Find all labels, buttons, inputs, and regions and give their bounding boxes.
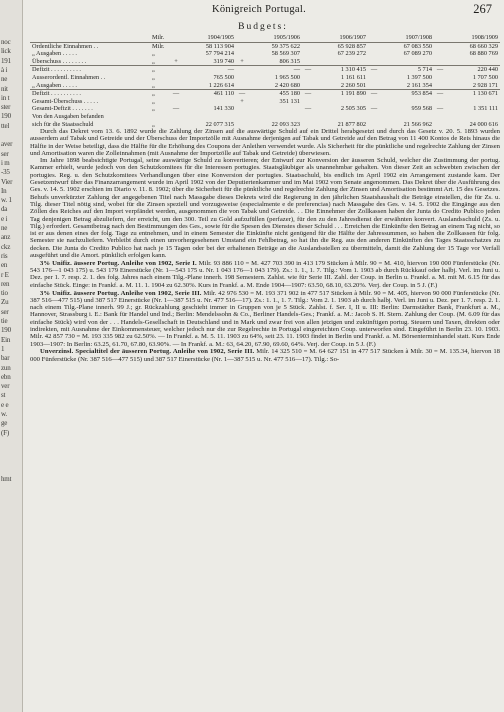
budget-row: [30, 98, 500, 106]
gutter-fragment: st: [1, 391, 6, 400]
budget-row-label: „ Ausgaben . . . . .: [30, 82, 150, 90]
gutter-fragment: en: [1, 261, 8, 270]
budget-cell-value: 455 180: [279, 90, 300, 98]
budget-cell-value: [446, 98, 500, 106]
gutter-fragment: ne: [1, 224, 8, 232]
budget-cell-sign: —: [370, 66, 378, 74]
gutter-fragment: lick: [1, 47, 11, 56]
budget-cell-value: [182, 98, 236, 106]
previous-page-gutter: [0, 0, 23, 712]
budget-cell-value: 58 113 904: [205, 42, 234, 50]
budget-cell-sign: +: [236, 58, 248, 66]
budget-cell-sign: [236, 82, 248, 90]
budget-row-label: Ausserordentl. Einnahmen . .: [32, 73, 106, 81]
gutter-fragment: e i: [1, 214, 8, 223]
budget-cell-value: 765 500: [213, 73, 234, 81]
budget-cell-sign: [170, 50, 182, 58]
budget-row: [30, 42, 500, 50]
budget-cell-sign: [302, 58, 314, 66]
budget-cell-sign: [170, 66, 182, 74]
budget-cell-sign: +: [170, 58, 182, 66]
budget-cell-value: 1 351 111: [473, 105, 498, 113]
gutter-fragment: in t: [1, 93, 10, 102]
loan-entry-title: Unverzinsl. Specialtitel der äusseren Portug. Anleihe von 1902, Serie III.: [40, 348, 255, 356]
gutter-fragment: w. 1: [1, 196, 12, 205]
budget-cell-sign: [236, 74, 248, 82]
budget-cell-value: [314, 98, 368, 106]
body-paragraph: [30, 128, 500, 157]
gutter-fragment: ge: [1, 419, 8, 428]
budget-cell-sign: [302, 50, 314, 58]
gutter-fragment: tie: [1, 317, 8, 325]
budget-row-label: Defizit . . . . . . . . . .: [32, 90, 81, 98]
budget-cell-sign: [368, 74, 380, 82]
budget-cell-sign: [434, 50, 446, 58]
budget-row: [30, 50, 500, 58]
budget-cell-sign: [434, 121, 446, 129]
budget-cell-sign: [170, 74, 182, 82]
budget-cell-sign: [170, 113, 182, 121]
budget-cell-sign: [434, 74, 446, 82]
budget-cell-sign: [368, 113, 380, 121]
budget-cell-sign: [302, 121, 314, 129]
gutter-fragment: da: [1, 205, 8, 214]
budget-cell-value: 22 093 323: [271, 120, 300, 128]
budget-cell-value: 22 077 315: [205, 120, 234, 128]
budget-row-unit: „: [150, 82, 170, 90]
gutter-fragment: ster: [1, 103, 11, 112]
loan-entry-title: 3% Unifiz. äussere Portug. Anleihe von 1902, Serie I.: [40, 259, 197, 267]
page-header: [22, 2, 496, 20]
budget-cell-sign: —: [436, 105, 444, 113]
budget-cell-value: 21 566 962: [403, 120, 432, 128]
budget-row-label: sich für die Staatsschuld: [32, 120, 94, 128]
gutter-fragment: ris: [1, 251, 8, 260]
gutter-fragment: r E: [1, 270, 9, 279]
budget-row-unit: „: [150, 58, 170, 66]
gutter-fragment: Zu: [1, 298, 9, 307]
budget-cell-value: 65 928 857: [337, 42, 366, 50]
loan-entry-title: 3% Unifiz. äussere Portug. Anleihe von 1902, Serie III.: [40, 289, 202, 297]
gutter-fragment: 190: [1, 326, 11, 335]
budget-row: [30, 121, 500, 129]
gutter-fragment: w.: [1, 410, 7, 418]
budget-row-unit: „: [152, 66, 155, 74]
page-number: 267: [473, 2, 492, 16]
budget-cell-sign: [170, 42, 182, 50]
budget-cell-value: [314, 58, 368, 66]
budget-cell-value: 1 226 614: [182, 82, 236, 90]
budget-cell-value: 5 714: [417, 66, 432, 74]
gutter-fragment: ver: [1, 382, 10, 391]
budget-cell-sign: [368, 98, 380, 106]
budget-cell-value: 2 161 354: [380, 82, 434, 90]
budget-section-title: Budgets:: [238, 22, 288, 32]
body-text: [30, 128, 500, 363]
budget-row: [30, 66, 500, 74]
budget-cell-sign: —: [304, 105, 312, 113]
budget-row-label: Defizit . . . . . . . . . .: [32, 66, 81, 74]
budget-cell-value: [380, 58, 434, 66]
budget-cell-value: —: [227, 66, 234, 74]
budget-cell-value: —: [293, 66, 300, 74]
gutter-fragment: Ein: [1, 335, 11, 344]
budget-cell-value: 67 089 270: [403, 50, 432, 58]
budget-cell-value: [248, 105, 302, 113]
budget-cell-sign: [368, 42, 380, 50]
budget-cell-sign: [434, 82, 446, 90]
budget-cell-sign: [302, 42, 314, 50]
budget-cell-value: [314, 113, 368, 121]
budget-cell-value: 58 569 307: [271, 50, 300, 58]
budget-cell-value: [182, 113, 236, 121]
budget-cell-value: 806 315: [248, 58, 302, 66]
budget-year-header: 1907/1908: [368, 34, 434, 42]
budget-row: [30, 113, 500, 121]
gutter-fragment: ne: [1, 75, 8, 84]
gutter-fragment: 1: [1, 344, 5, 353]
paragraph-text: Im Jahre 1898 beabsichtigte Portugal, seine auswärtige Schuld zu konvertieren; der Entwurf zur Konversion der äusseren Schuld, welcher die Zustimmung der portug. Kammer erhielt, wurde jedoch von den Schutzkomitees für die Interessen portugies. Staatsgläubiger als unannehmbar gehalten. Von dieser Zeit an schwebten zwischen der portugies. Reg. u. den Schutzkomitees Verhandlungen über eine Konversion der portugies. Staatsschuld, bis endlich im April 1902 ein Arrangement zustande kam. Der Gesetzentwurf über das Finanzarrangement wurde im April 1902 von der Deputiertenkammer und im Mai 1902 vom Senate angenommen. Das Dekret über die Ausführung des Ges. v. 14. 5. 1902 erschien im Diario v. 11. 8. 1902; über die Sicherheit für die pünktliche und regelrechte Zahlung der Zinsen und Amortisation bestimmt Art. 15 des Gesetzes. Behufs unverkürzter Zahlung der angegebenen Titel nach Massgabe dieses Dekrets wird die Regierung in den jährlichen Staatshaushalt die Beträge einstellen, die für Zs. u. Tilg. dieser Titel nötig sind, wobei für die Zinsen speziell und vorzugsweise (especialmente e de preferencias) nach Massgabe des Ges. v. 14. 5. 1902 die Eingänge aus den Zöllen des Reiches auf den Import verpfändet werden, ausgenommen die von Tabak und Getreide. . . Die Einnehmer der Zollkassen haben der Junta do Credito Publico jeden Tag denjenigen Betrag abzuliefern, der erreicht, um den 300. Teil zu Gold aufzufüllen (perfazer), für den zu den Jahresdienst der erwähnten konvert. Auslandsschuld (Zs. u. Tilg.) erfordert. Gesamtbetrag nach den Bestimmungen des Ges., sowie für die Spesen des Dienstes dieser Schuld . . . Erreichen die Einkünfte den Betrag an einem Tag nicht, so ist er aus denen eines der folg. Tage zu entnehmen, und in einem Semester die Einkünfte nicht genügend für die Hälfte der Jahressummen, so haben die Zollkassen für folg. Semester sie nachzuliefern. Verbleibt durch einen unvorhergesehenen Umstand ein Fehlbetrag, so hat ihn die Reg. aus den anderen Einkünften des Tages Staatsschatzes zu decken. Die Junta do Credito Publico hat nach je 15 Tagen oder bei der erhaltenen Beträge an die Auslandsstellen zu übermitteln, damit die Zahlung der 15 Tage vor Verfall ausgeführt und die Amort. pünktlich erfolgen kann.: [30, 157, 500, 260]
budget-label-header: [30, 34, 150, 42]
budget-cell-value: 2 928 171: [446, 82, 500, 90]
budget-cell-sign: —: [238, 90, 246, 98]
loan-entry-paragraph: [30, 260, 500, 289]
budget-cell-value: 1 707 500: [472, 73, 498, 81]
budget-row-unit: Milr.: [152, 42, 165, 50]
budget-cell-sign: [434, 58, 446, 66]
budget-cell-value: 319 740: [182, 58, 236, 66]
budget-cell-sign: [236, 50, 248, 58]
budget-cell-sign: [368, 50, 380, 58]
gutter-fragment: 191: [1, 56, 11, 65]
budget-row-unit: „: [152, 90, 155, 98]
budget-cell-sign: —: [304, 66, 312, 74]
budget-cell-sign: —: [370, 105, 378, 113]
gutter-fragment: zun: [1, 363, 11, 372]
paragraph-text: Milr. 14 325 510 = M. 64 627 151 in 477 517 Stücken à Milr. 30 = M. 135.34, hiervon 18 000 Fünferstücke (Nr. 387 516—477 515) und 387 517 Einerstücke (Nr. 1—387 515 u. Nr. 477 516—17). Tilg.: So-: [30, 348, 500, 363]
gutter-fragment: (F): [1, 428, 9, 437]
gutter-fragment: ser: [1, 149, 9, 158]
budget-row: [30, 82, 500, 90]
budget-row-label: „ Ausgaben . . . . .: [32, 50, 77, 58]
budget-header-row: [30, 34, 500, 42]
loan-entry-paragraph: [30, 348, 500, 363]
paragraph-text: Durch das Dekret vom 13. 6. 1892 wurde die Zahlung der Zinsen auf die auswärtige Schuld auf ein Drittel herabgesetzt und durch das Gesetz v. 20. 5. 1893 wurden ausserdem auf Tabak und Getreide und der Überschuss der Importzölle mit Ausnahme derjenigen auf Tabak und Getreide auf den Betrag von 11 400 Kontos de Reis hinaus die Hälfte in der Weise beteiligt, dass die Hälfte für die Erhöhung des Coupons der Anleihen verwendet wurde. Als Sicherheit für die pünktliche und regelrechte Zahlung der Zinsen und Amortisation waren die Zolleinnahmen (mit Ausnahme der Importzölle auf Tabak und Getreide) überwiesen.: [30, 128, 500, 157]
budget-row-label: Gesamt-Überschuss . . . . .: [32, 97, 99, 105]
gutter-fragment: hmt: [1, 475, 12, 484]
budget-cell-value: 24 000 616: [469, 120, 498, 128]
gutter-fragment: ckz: [1, 242, 11, 251]
budget-cell-sign: +: [240, 97, 244, 105]
budget-year-header: 1906/1907: [302, 34, 368, 42]
budget-cell-value: 953 854: [411, 90, 432, 98]
budget-cell-value: 141 330: [213, 105, 234, 113]
budget-cell-value: 959 568: [411, 105, 432, 113]
budget-cell-value: 2 420 680: [248, 82, 302, 90]
budget-cell-sign: [170, 121, 182, 129]
budget-row-unit: „: [152, 50, 155, 58]
budget-cell-sign: [170, 98, 182, 106]
gutter-fragment: i m: [1, 158, 10, 167]
budget-row: [30, 58, 500, 66]
budget-cell-value: 1 310 415: [340, 66, 366, 74]
budget-row-unit: „: [152, 105, 155, 113]
gutter-fragment: tio: [1, 289, 8, 298]
budget-cell-value: 2 505 305: [340, 105, 366, 113]
budget-row-label: Überschuss . . . . . . . .: [30, 58, 150, 66]
budget-cell-sign: —: [172, 90, 180, 98]
budget-row-label: Ordentliche Einnahmen . .: [32, 42, 99, 50]
budget-cell-value: [380, 98, 434, 106]
budget-cell-sign: —: [172, 105, 180, 113]
budget-unit-header: Milr.: [150, 34, 170, 42]
budget-cell-sign: [434, 42, 446, 50]
budget-cell-sign: [302, 74, 314, 82]
gutter-fragment: ren: [1, 279, 10, 288]
budget-cell-value: 21 877 802: [337, 120, 366, 128]
budget-cell-sign: [236, 66, 248, 74]
gutter-fragment: ttel: [1, 121, 10, 130]
gutter-fragment: noc: [1, 38, 11, 46]
budget-cell-value: [446, 113, 500, 121]
budget-cell-value: 1 161 611: [341, 73, 366, 81]
body-paragraph: [30, 157, 500, 259]
budget-row-label: Von den Ausgaben befanden: [32, 112, 104, 120]
budget-row-unit: „: [152, 73, 155, 81]
budget-table: [30, 34, 500, 128]
gutter-fragment: anz: [1, 233, 11, 242]
budget-cell-value: [380, 113, 434, 121]
gutter-fragment: e e: [1, 400, 9, 409]
budget-cell-value: 67 083 550: [403, 42, 432, 50]
budget-cell-sign: [236, 42, 248, 50]
budget-cell-sign: [434, 113, 446, 121]
budget-cell-value: 351 131: [279, 97, 300, 105]
loan-entry-paragraph: [30, 290, 500, 348]
gutter-fragment: -35: [1, 168, 10, 177]
budget-cell-value: 1 397 500: [406, 73, 432, 81]
budget-year-header: 1908/1909: [434, 34, 500, 42]
budget-cell-sign: —: [436, 66, 444, 74]
gutter-fragment: 190: [1, 112, 11, 121]
budget-cell-sign: [236, 105, 248, 113]
budget-year-header: 1905/1906: [236, 34, 302, 42]
gutter-fragment: à i: [1, 65, 8, 74]
budget-row: [30, 74, 500, 82]
budget-cell-value: 220 440: [477, 66, 498, 74]
budget-cell-sign: [302, 82, 314, 90]
budget-cell-sign: [302, 98, 314, 106]
budget-cell-sign: [236, 121, 248, 129]
budget-cell-value: 1 130 671: [472, 90, 498, 98]
budget-cell-value: 59 375 622: [271, 42, 300, 50]
budget-cell-value: 57 794 214: [205, 50, 234, 58]
budget-cell-value: 1 965 500: [274, 73, 300, 81]
budget-cell-sign: [368, 58, 380, 66]
budget-cell-sign: [302, 113, 314, 121]
gutter-fragment: nit: [1, 84, 8, 93]
budget-row-unit: „: [152, 120, 155, 128]
budget-cell-value: [446, 58, 500, 66]
budget-cell-value: 68 660 329: [469, 42, 498, 50]
budget-cell-value: 1 191 890: [340, 90, 366, 98]
budget-row-unit: [150, 113, 170, 121]
gutter-fragment: In: [1, 186, 7, 195]
gutter-fragment: bar: [1, 354, 10, 363]
running-title: Königreich Portugal.: [211, 4, 307, 15]
budget-row: [30, 105, 500, 113]
budget-row-label: Gesamt-Defizit . . . . . . .: [32, 105, 93, 113]
gutter-fragment: Vier: [1, 177, 13, 186]
paragraph-text: Milr. 93 886 110 = M. 427 703 390 in 413 179 Stücken à Milr. 90 = M. 410, hiervon 190 000 Fünferstücke (Nr. 543 176—1 043 175) u. 543 179 Einerstücke (Nr. 1—543 175 u. Nr. 1 043 176—1 043 179). Zs.: 1. 1., 1. 7. Tilg.: Vom 1. 1903 ab durch Rückkauf oder halbj. Verl. im Juni u. Dez. per 1. 7. resp. 2. 1. des folg. Jahres nach einem Tilg.-Plane innerh. 198 Semestern. Zahlst. wie für Serie III. Zahl. der Coup. in Berlin u. Frankf. a. M. mit M. 6.15 für das einfache Stück. Einge: in Frankf. a. M. 11. 1. 1904 zu 62.30%. Kurs in Frankf. a. M. Ende 1904—1907: 63.50, 68.10, 63.20%. Verj. der Coup. in 5 J. (F.): [30, 259, 500, 289]
gutter-fragment: ebn: [1, 372, 11, 381]
budget-cell-sign: [236, 113, 248, 121]
budget-cell-sign: [170, 82, 182, 90]
budget-row-unit: „: [152, 97, 155, 105]
budget-year-header: 1904/1905: [170, 34, 236, 42]
budget-cell-value: [248, 113, 302, 121]
budget-cell-sign: —: [370, 90, 378, 98]
budget-cell-value: 68 880 769: [469, 50, 498, 58]
budget-cell-sign: [434, 98, 446, 106]
gutter-fragment: ser: [1, 307, 9, 316]
budget-cell-value: 2 260 501: [314, 82, 368, 90]
budget-cell-value: 67 239 272: [337, 50, 366, 58]
budget-cell-sign: [368, 121, 380, 129]
budget-cell-value: 461 110: [213, 90, 234, 98]
gutter-fragment: aver: [1, 140, 13, 149]
budget-row: [30, 90, 500, 98]
budget-cell-sign: —: [304, 90, 312, 98]
paragraph-text: Milr. 42 976 530 = M. 193 371 902 in 477 517 Stücken à Milr. 90 = M. 405, hiervon 90 000 Fünferstücke (Nr. 387 516—477 515) und 387 517 Einerstücke (Nr. 1—387 515 u. Nr. 477 516—17). Zs.: 1. 1., 1. 7. Tilg.: Vom 2. 1. 1903 ab durch halbj. Verl. im Juni u. Dez. per 1. 7. resp. 2. 1. nach einem Tilg.-Plane innerh. 99 J.; gr. Rückzahlung geschieht immer in Gruppen von je 5 Stück. Zahlst. f. Ser. I, II u. III: Berlin: Darmstädter Bank, Frankfurt a. M., Hannover, Strassburg i. E.: Bank für Handel und Ind.; Berlin: Mendelssohn & Co., Berliner Handels-Ges.; Frankf. a. M.: Jacob S. H. Stern. Zahlung der Coup. (M. 6.09 für das einfache Stück) wird von der . . . Handels-Gesellschaft in Deutschland und in Mark und zwar frei von allen jetzigen und zukünftigen portug. Steuern und Taxen, direkten oder indirekten, mit Ausnahme der Einkommensteuer, welcher jedoch nur die zur Regelrechte in Portugal eingereichten Coup. unterworfen sind. Eingeführt in Berlin 23. 10. 1903. Milr. 42 857 730 = M. 193 335 982 zu 62.50%. — In Frankf. a. M. 5. 11. 1903 zu 64%, seit 23. 11. 1903 findet in Berlin und Frankf. a. M. Börsenterminhandel statt. Kurs Ende 1903—1907: In Berlin: 63.25, 61.70, 67.80, 63.90%. — In Frankf. a. M.: 63, 64.20, 67.90, 69.60, 64%. Verj. der Coup. in 5 J. (F.): [30, 289, 500, 348]
budget-cell-sign: [368, 82, 380, 90]
budget-cell-sign: —: [436, 90, 444, 98]
